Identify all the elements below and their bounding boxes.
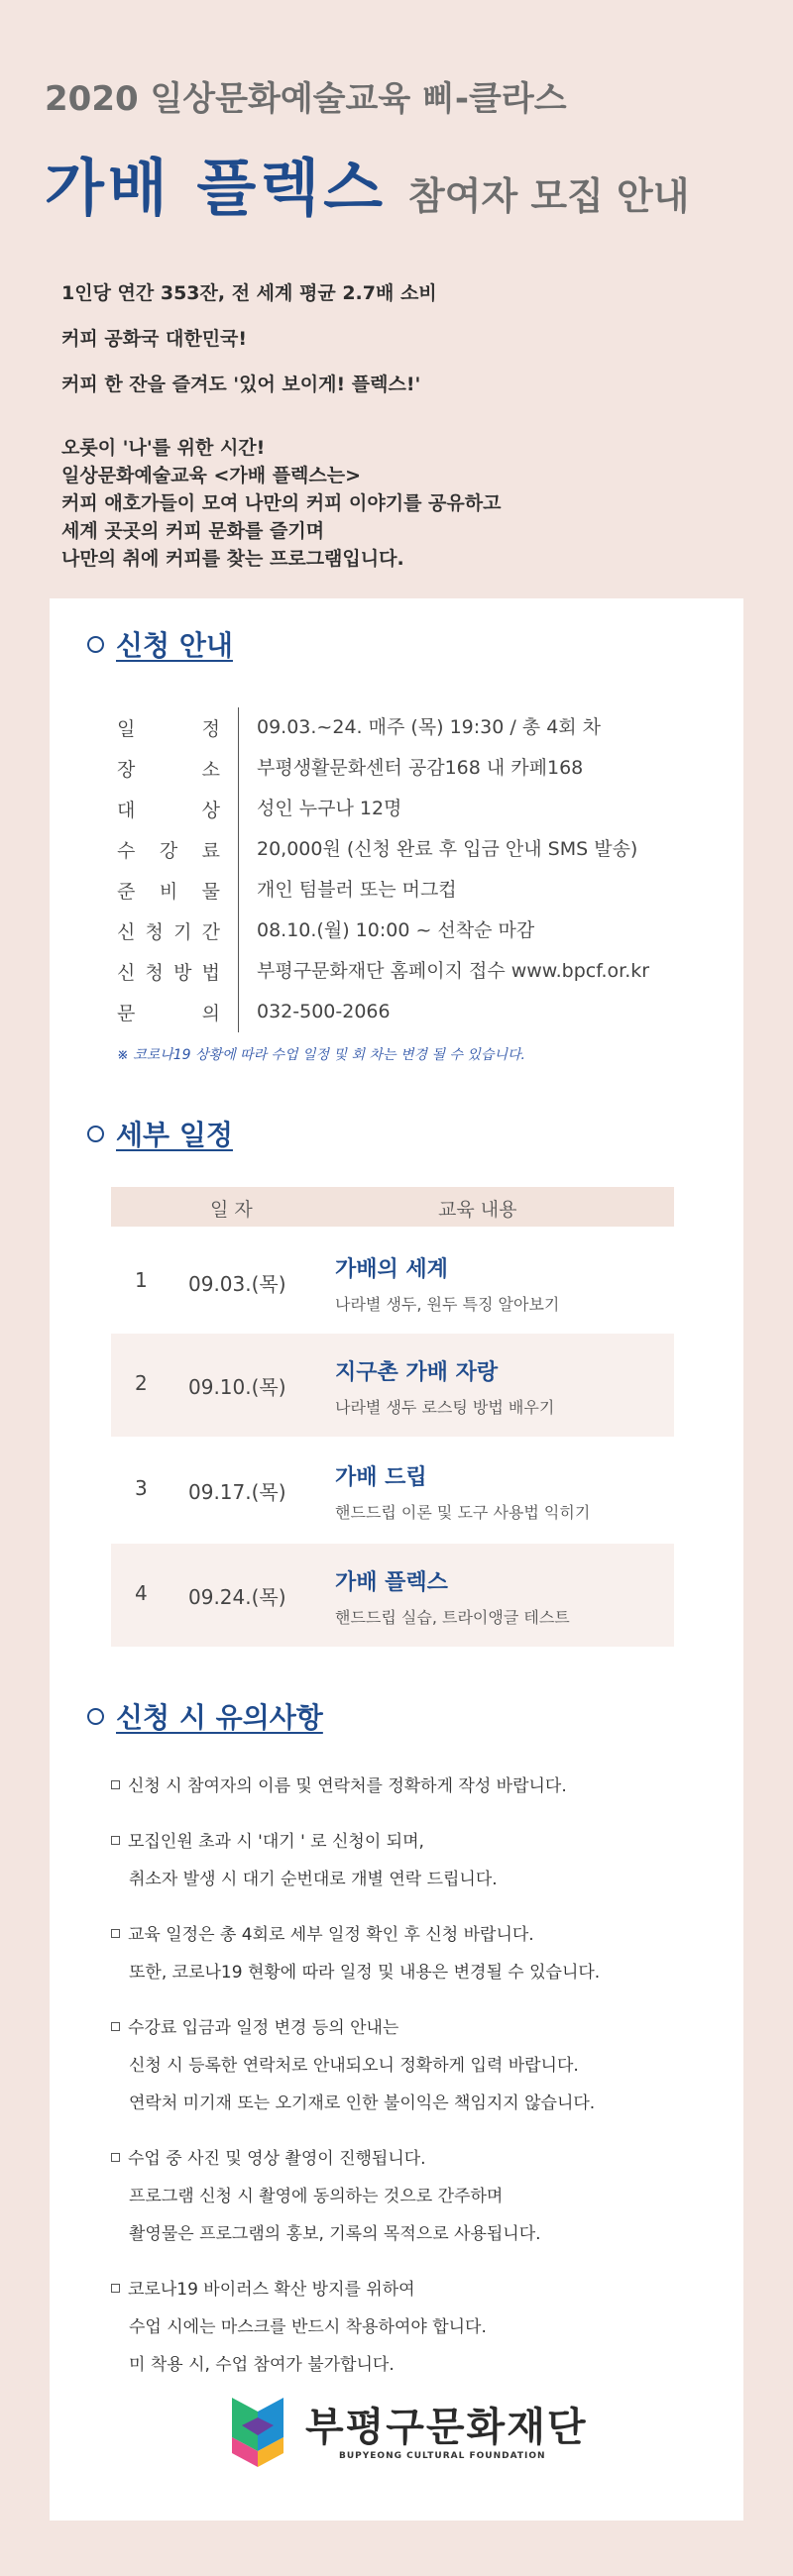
info-value: 20,000원 (신청 완료 후 입금 안내 SMS 발송) (238, 829, 637, 870)
info-label-char: 문 (117, 1003, 136, 1024)
note-item (111, 1823, 726, 1898)
info-label-char: 정 (201, 718, 220, 740)
info-label-char: 법 (201, 962, 220, 984)
info-label-char: 간 (201, 921, 220, 943)
info-label-char: 방 (173, 962, 192, 984)
schedule-row (111, 1334, 674, 1437)
session-title: 가배의 세계 (335, 1257, 448, 1282)
info-label-char: 강 (159, 840, 178, 862)
content-card (50, 598, 743, 2521)
info-label (117, 877, 238, 904)
info-label-char: 준 (117, 881, 136, 903)
session-desc: 나라별 생두, 원두 특징 알아보기 (335, 1295, 560, 1314)
note-item (111, 2009, 726, 2122)
schedule-row (111, 1439, 674, 1542)
note-line: 또한, 코로나19 현황에 따라 일정 및 내용은 변경될 수 있습니다. (129, 1963, 601, 1983)
col-content-header: 교육 내용 (438, 1199, 517, 1221)
schedule-header (111, 1187, 674, 1227)
info-label (117, 755, 238, 782)
session-number: 2 (135, 1371, 148, 1395)
info-label-char: 청 (145, 962, 164, 984)
info-label-char: 상 (201, 800, 220, 821)
schedule-row (111, 1231, 674, 1334)
info-label (117, 836, 238, 863)
info-row (117, 870, 712, 911)
intro-line: 세계 곳곳의 커피 문화를 즐기며 (61, 520, 325, 542)
note-line: 코로나19 바이러스 확산 방지를 위하여 (111, 2271, 726, 2308)
session-date: 09.03.(목) (188, 1272, 286, 1296)
note-line: 신청 시 등록한 연락처로 안내되오니 정확하게 입력 바랍니다. (129, 2056, 579, 2076)
note-line: 미 착용 시, 수업 참여가 불가합니다. (129, 2355, 395, 2375)
info-label-char: 일 (117, 718, 136, 740)
info-label (117, 714, 238, 741)
info-value: 개인 텀블러 또는 머그컵 (238, 870, 457, 911)
intro-line: 오롯이 '나'를 위한 시간! (61, 437, 266, 459)
session-title: 가배 드립 (335, 1465, 427, 1490)
page-title (45, 139, 689, 227)
circle-bullet-icon (87, 1708, 104, 1725)
note-item (111, 2271, 726, 2384)
foundation-logo (228, 2392, 588, 2481)
covid-notice: ※ 코로나19 상황에 따라 수업 일정 및 회 차는 변경 될 수 있습니다. (117, 1047, 525, 1063)
intro-line: 커피 한 잔을 즐겨도 '있어 보이게! 플렉스!' (61, 374, 421, 395)
col-date-header: 일 자 (210, 1199, 253, 1221)
session-title: 지구촌 가배 자랑 (335, 1360, 499, 1385)
schedule-row (111, 1544, 674, 1647)
session-date: 09.17.(목) (188, 1480, 286, 1504)
session-desc: 나라별 생두 로스팅 방법 배우기 (335, 1398, 555, 1417)
info-label-char: 물 (201, 881, 220, 903)
info-value: 부평생활문화센터 공감168 내 카페168 (238, 748, 583, 789)
apply-info-table (117, 707, 712, 1032)
session-number: 3 (135, 1476, 148, 1500)
note-line: 신청 시 참여자의 이름 및 연락처를 정확하게 작성 바랍니다. (111, 1768, 726, 1805)
note-line: 모집인원 초과 시 '대기 ' 로 신청이 되며, (111, 1823, 726, 1861)
note-line: 수강료 입금과 일정 변경 등의 안내는 (111, 2009, 726, 2047)
session-date: 09.24.(목) (188, 1585, 286, 1609)
schedule-section-title: 세부 일정 (87, 1114, 233, 1153)
intro-line: 일상문화예술교육 <가배 플렉스는> (61, 465, 362, 486)
info-label-char: 기 (173, 921, 192, 943)
note-line: 취소자 발생 시 대기 순번대로 개별 연락 드립니다. (129, 1870, 498, 1889)
note-line: 수업 중 사진 및 영상 촬영이 진행됩니다. (111, 2140, 726, 2178)
session-desc: 핸드드립 이론 및 도구 사용법 익히기 (335, 1503, 591, 1522)
info-row (117, 789, 712, 829)
info-label-char: 소 (201, 759, 220, 781)
info-label-char: 장 (117, 759, 136, 781)
circle-bullet-icon (87, 636, 104, 653)
info-row (117, 748, 712, 789)
session-number: 1 (135, 1268, 148, 1292)
note-line: 수업 시에는 마스크를 반드시 착용하여야 합니다. (129, 2317, 487, 2337)
info-value: 09.03.~24. 매주 (목) 19:30 / 총 4회 차 (238, 707, 601, 748)
notes-list (111, 1768, 726, 2402)
info-label (117, 999, 238, 1025)
info-row (117, 951, 712, 992)
info-label (117, 796, 238, 822)
note-line: 연락처 미기재 또는 오기재로 인한 불이익은 책임지지 않습니다. (129, 2093, 596, 2113)
foundation-name: 부평구문화재단 (305, 2405, 588, 2450)
info-label-char: 의 (201, 1003, 220, 1024)
info-row (117, 911, 712, 951)
notes-section-title: 신청 시 유의사항 (87, 1696, 323, 1736)
session-number: 4 (135, 1581, 148, 1605)
info-label-char: 신 (117, 921, 136, 943)
info-label-char: 료 (201, 840, 220, 862)
info-label (117, 917, 238, 944)
circle-bullet-icon (87, 1126, 104, 1142)
note-line: 촬영물은 프로그램의 홍보, 기록의 목적으로 사용됩니다. (129, 2224, 541, 2244)
info-value: 032-500-2066 (238, 992, 391, 1032)
apply-section-title: 신청 안내 (87, 624, 233, 664)
info-row (117, 829, 712, 870)
note-line: 교육 일정은 총 4회로 세부 일정 확인 후 신청 바랍니다. (111, 1916, 726, 1954)
intro-line: 나만의 취에 커피를 찾는 프로그램입니다. (61, 548, 404, 570)
note-item (111, 1768, 726, 1805)
intro-line: 1인당 연간 353잔, 전 세계 평균 2.7배 소비 (61, 282, 437, 304)
note-item (111, 2140, 726, 2253)
intro-line: 커피 공화국 대한민국! (61, 328, 248, 350)
intro-line: 커피 애호가들이 모여 나만의 커피 이야기를 공유하고 (61, 492, 502, 514)
title-sub: 참여자 모집 안내 (408, 174, 690, 218)
program-subtitle: 2020 일상문화예술교육 삐-클라스 (45, 79, 567, 119)
session-date: 09.10.(목) (188, 1375, 286, 1399)
info-label-char: 비 (159, 881, 178, 903)
info-row (117, 707, 712, 748)
session-title: 가배 플렉스 (335, 1570, 448, 1595)
info-value: 부평구문화재단 홈페이지 접수 www.bpcf.or.kr (238, 951, 649, 992)
intro-text (61, 279, 755, 573)
info-label-char: 수 (117, 840, 136, 862)
info-label-char: 신 (117, 962, 136, 984)
info-label (117, 958, 238, 985)
session-desc: 핸드드립 실습, 트라이앵글 테스트 (335, 1608, 570, 1627)
foundation-name-english: BUPYEONG CULTURAL FOUNDATION (339, 2451, 546, 2461)
info-label-char: 대 (117, 800, 136, 821)
info-row (117, 992, 712, 1032)
title-main: 가배 플렉스 (45, 152, 388, 224)
note-line: 프로그램 신청 시 촬영에 동의하는 것으로 간주하며 (129, 2187, 504, 2206)
foundation-logo-icon (228, 2392, 291, 2471)
info-value: 08.10.(월) 10:00 ~ 선착순 마감 (238, 911, 534, 951)
info-value: 성인 누구나 12명 (238, 789, 401, 829)
note-item (111, 1916, 726, 1991)
info-label-char: 청 (145, 921, 164, 943)
